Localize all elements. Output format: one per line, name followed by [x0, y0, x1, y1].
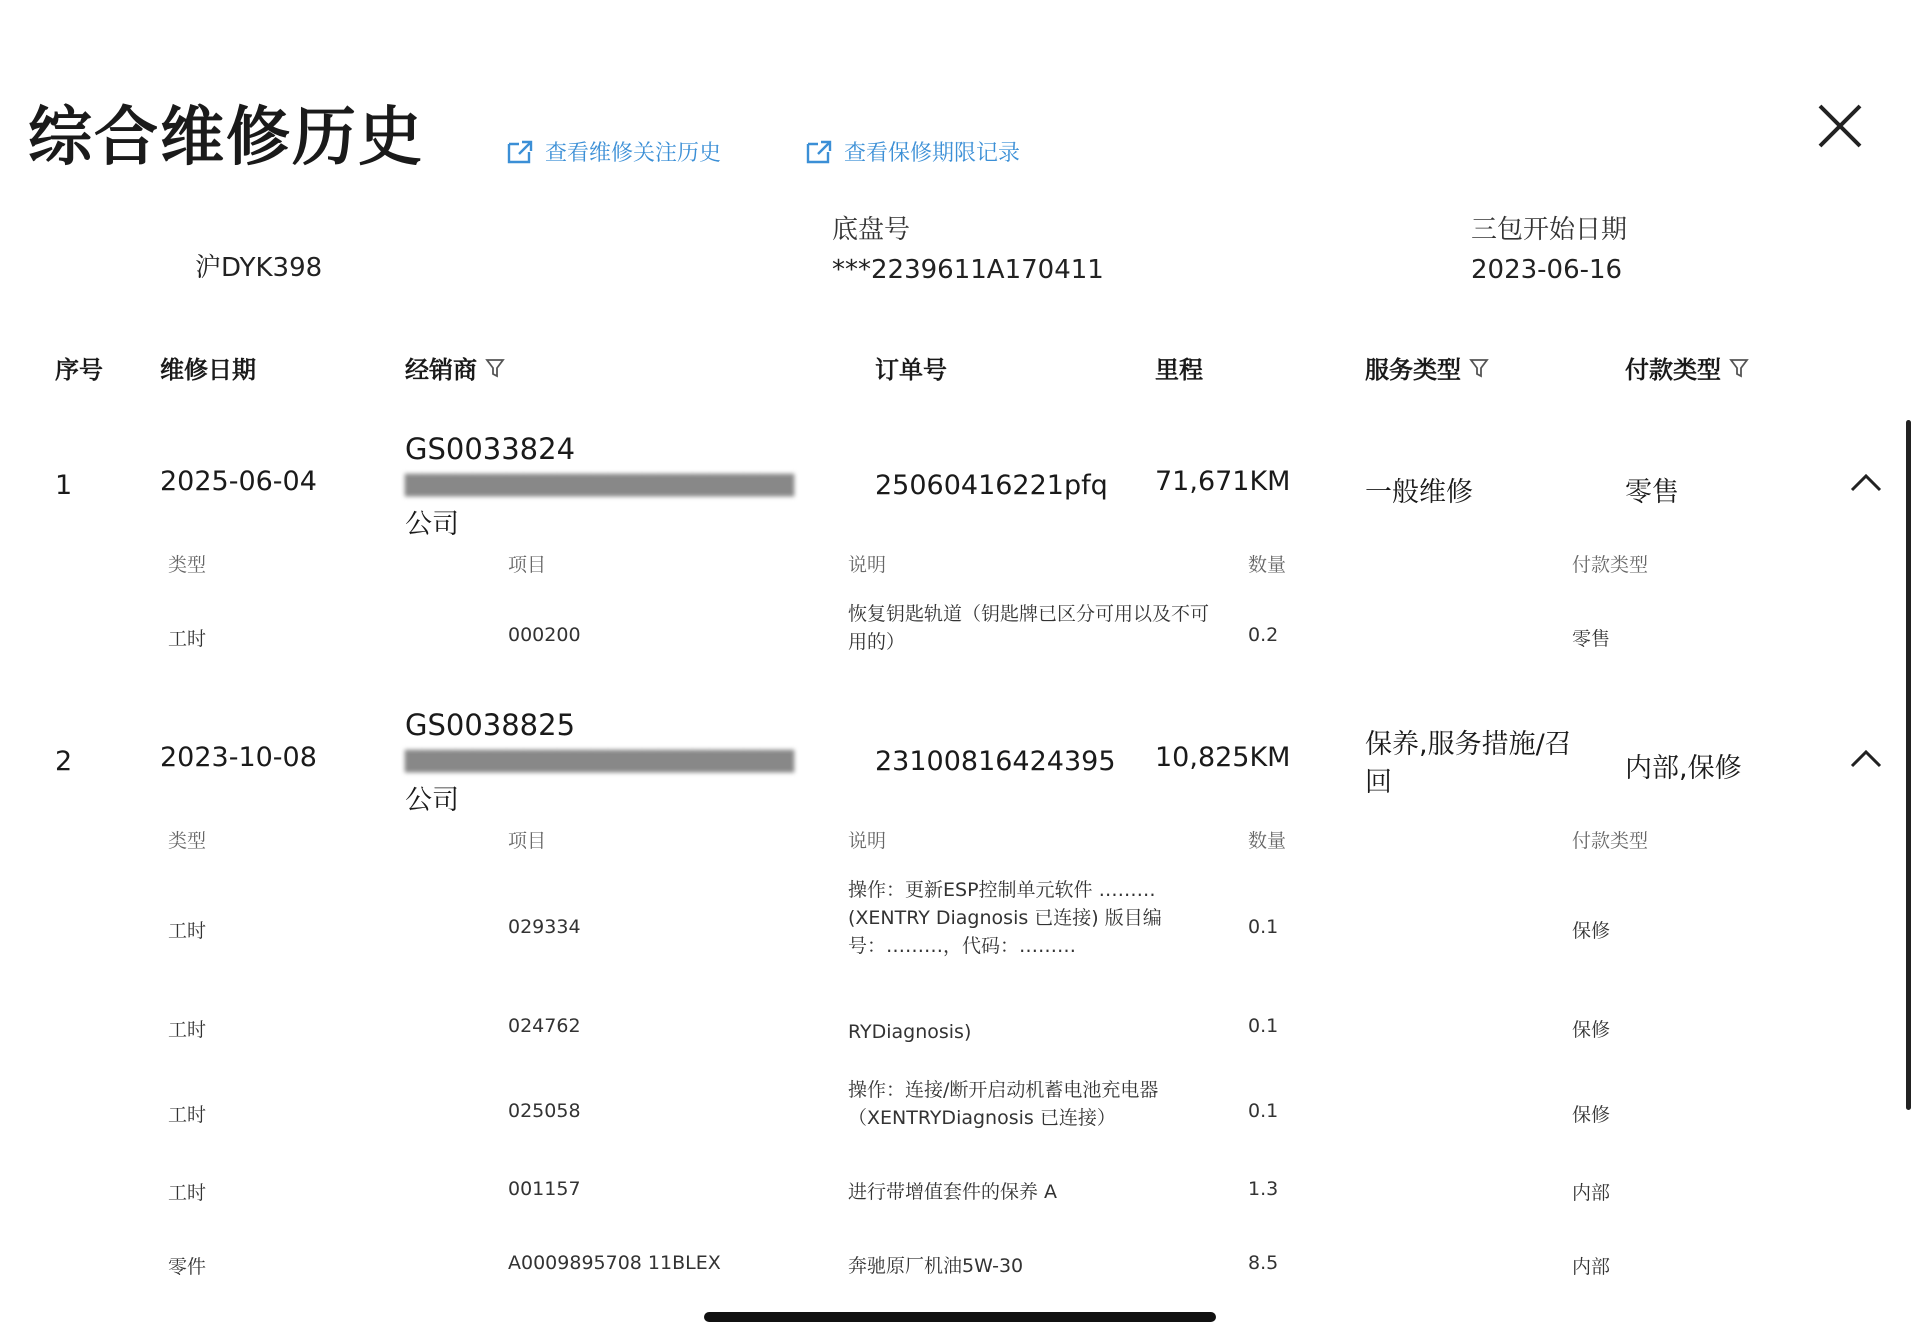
filter-icon[interactable] [1729, 357, 1749, 379]
chevron-up-icon[interactable] [1846, 744, 1886, 774]
chassis-info [832, 210, 1104, 290]
scrollbar[interactable] [1906, 420, 1911, 1110]
detail-col-pay: 付款类型 [1572, 554, 1649, 576]
row-service: 一般维修 [1365, 477, 1473, 508]
detail-qty: 0.1 [1248, 1015, 1279, 1037]
row-dealer-redacted: ▇▇▇▇▇▇▇▇▇▇▇▇▇▇▇▇▇▇▇▇▇▇▇ [405, 748, 795, 773]
detail-col-pay: 付款类型 [1572, 830, 1649, 852]
detail-col-type: 类型 [168, 830, 207, 852]
col-payment-label: 付款类型 [1625, 356, 1721, 384]
col-order-label: 订单号 [875, 356, 947, 384]
row-dealer-name: 公司 [405, 785, 459, 816]
row-date: 2025-06-04 [160, 466, 317, 497]
filter-icon[interactable] [1469, 357, 1489, 379]
detail-pay: 内部 [1572, 1182, 1611, 1204]
row-order: 23100816424395 [875, 746, 1116, 777]
detail-col-item: 项目 [508, 554, 547, 576]
row-dealer-redacted: ▇▇▇▇▇▇▇▇▇▇▇▇▇▇▇▇▇▇▇▇▇▇▇ [405, 472, 795, 497]
chassis-value: ***2239611A170411 [832, 255, 1104, 285]
col-date[interactable] [160, 350, 256, 385]
detail-qty: 0.2 [1248, 624, 1279, 646]
warranty-info [1471, 210, 1627, 290]
detail-pay: 内部 [1572, 1256, 1611, 1278]
detail-qty: 0.1 [1248, 916, 1279, 938]
detail-code: 024762 [508, 1015, 581, 1037]
row-mileage: 10,825KM [1155, 742, 1291, 773]
chevron-up-icon[interactable] [1846, 468, 1886, 498]
external-link-icon [505, 138, 535, 166]
row-index: 2 [55, 746, 73, 777]
view-repair-history-link[interactable] [505, 136, 721, 167]
detail-type: 零件 [168, 1256, 207, 1278]
col-mileage-label: 里程 [1155, 356, 1203, 384]
view-warranty-record-link[interactable] [804, 136, 1020, 167]
row-payment: 内部,保修 [1625, 753, 1742, 784]
detail-code: 001157 [508, 1178, 581, 1200]
row-dealer-code: GS0038825 [405, 708, 576, 742]
detail-desc: 奔驰原厂机油5W-30 [848, 1255, 1024, 1277]
detail-desc: 操作：更新ESP控制单元软件 ………(XENTRY Diagnosis 已连接) 版目编号：………，代码：……… [848, 879, 1162, 957]
col-index [55, 350, 103, 385]
warranty-value: 2023-06-16 [1471, 255, 1623, 285]
detail-desc: RYDiagnosis) [848, 1021, 972, 1043]
row-payment: 零售 [1625, 477, 1679, 508]
detail-type: 工时 [168, 1182, 207, 1204]
warranty-label: 三包开始日期 [1471, 215, 1628, 245]
col-order [875, 350, 947, 385]
row-dealer-code: GS0033824 [405, 432, 576, 466]
row-order: 25060416221pfq [875, 470, 1108, 501]
col-dealer[interactable] [405, 350, 505, 385]
view-repair-history-label: 查看维修关注历史 [545, 141, 722, 166]
detail-code: 029334 [508, 916, 581, 938]
detail-pay: 保修 [1572, 1019, 1611, 1041]
row-service: 保养,服务措施/召回 [1365, 729, 1572, 798]
detail-desc: 进行带增值套件的保养 A [848, 1181, 1058, 1203]
detail-col-desc: 说明 [848, 830, 887, 852]
row-date: 2023-10-08 [160, 742, 317, 773]
detail-qty: 1.3 [1248, 1178, 1279, 1200]
page-title: 综合维修历史 [28, 101, 424, 175]
detail-col-qty: 数量 [1248, 554, 1287, 576]
detail-type: 工时 [168, 920, 207, 942]
detail-qty: 8.5 [1248, 1252, 1279, 1274]
detail-col-type: 类型 [168, 554, 207, 576]
detail-pay: 零售 [1572, 628, 1611, 650]
detail-desc: 操作：连接/断开启动机蓄电池充电器（XENTRYDiagnosis 已连接） [848, 1079, 1159, 1129]
col-date-label: 维修日期 [160, 356, 256, 384]
home-indicator[interactable] [704, 1312, 1216, 1322]
col-service-label: 服务类型 [1365, 356, 1461, 384]
filter-icon[interactable] [485, 357, 505, 379]
detail-type: 工时 [168, 1104, 207, 1126]
view-warranty-record-label: 查看保修期限记录 [844, 141, 1021, 166]
close-icon[interactable] [1810, 96, 1870, 156]
col-index-label: 序号 [55, 356, 103, 384]
chassis-label: 底盘号 [832, 215, 911, 245]
detail-col-desc: 说明 [848, 554, 887, 576]
row-mileage: 71,671KM [1155, 466, 1291, 497]
detail-code: 000200 [508, 624, 581, 646]
plate-number [195, 248, 322, 288]
detail-type: 工时 [168, 628, 207, 650]
plate-value: 沪DYK398 [195, 253, 323, 283]
detail-col-item: 项目 [508, 830, 547, 852]
col-service[interactable] [1365, 350, 1489, 385]
col-payment[interactable] [1625, 350, 1749, 385]
detail-pay: 保修 [1572, 1104, 1611, 1126]
detail-qty: 0.1 [1248, 1100, 1279, 1122]
detail-col-qty: 数量 [1248, 830, 1287, 852]
external-link-icon [804, 138, 834, 166]
detail-desc: 恢复钥匙轨道（钥匙牌已区分可用以及不可用的） [848, 603, 1210, 653]
detail-code: 025058 [508, 1100, 581, 1122]
detail-type: 工时 [168, 1019, 207, 1041]
col-mileage[interactable] [1155, 350, 1203, 385]
row-dealer-name: 公司 [405, 509, 459, 540]
detail-pay: 保修 [1572, 920, 1611, 942]
row-index: 1 [55, 470, 73, 501]
detail-code: A0009895708 11BLEX [508, 1252, 721, 1274]
col-dealer-label: 经销商 [405, 356, 477, 384]
